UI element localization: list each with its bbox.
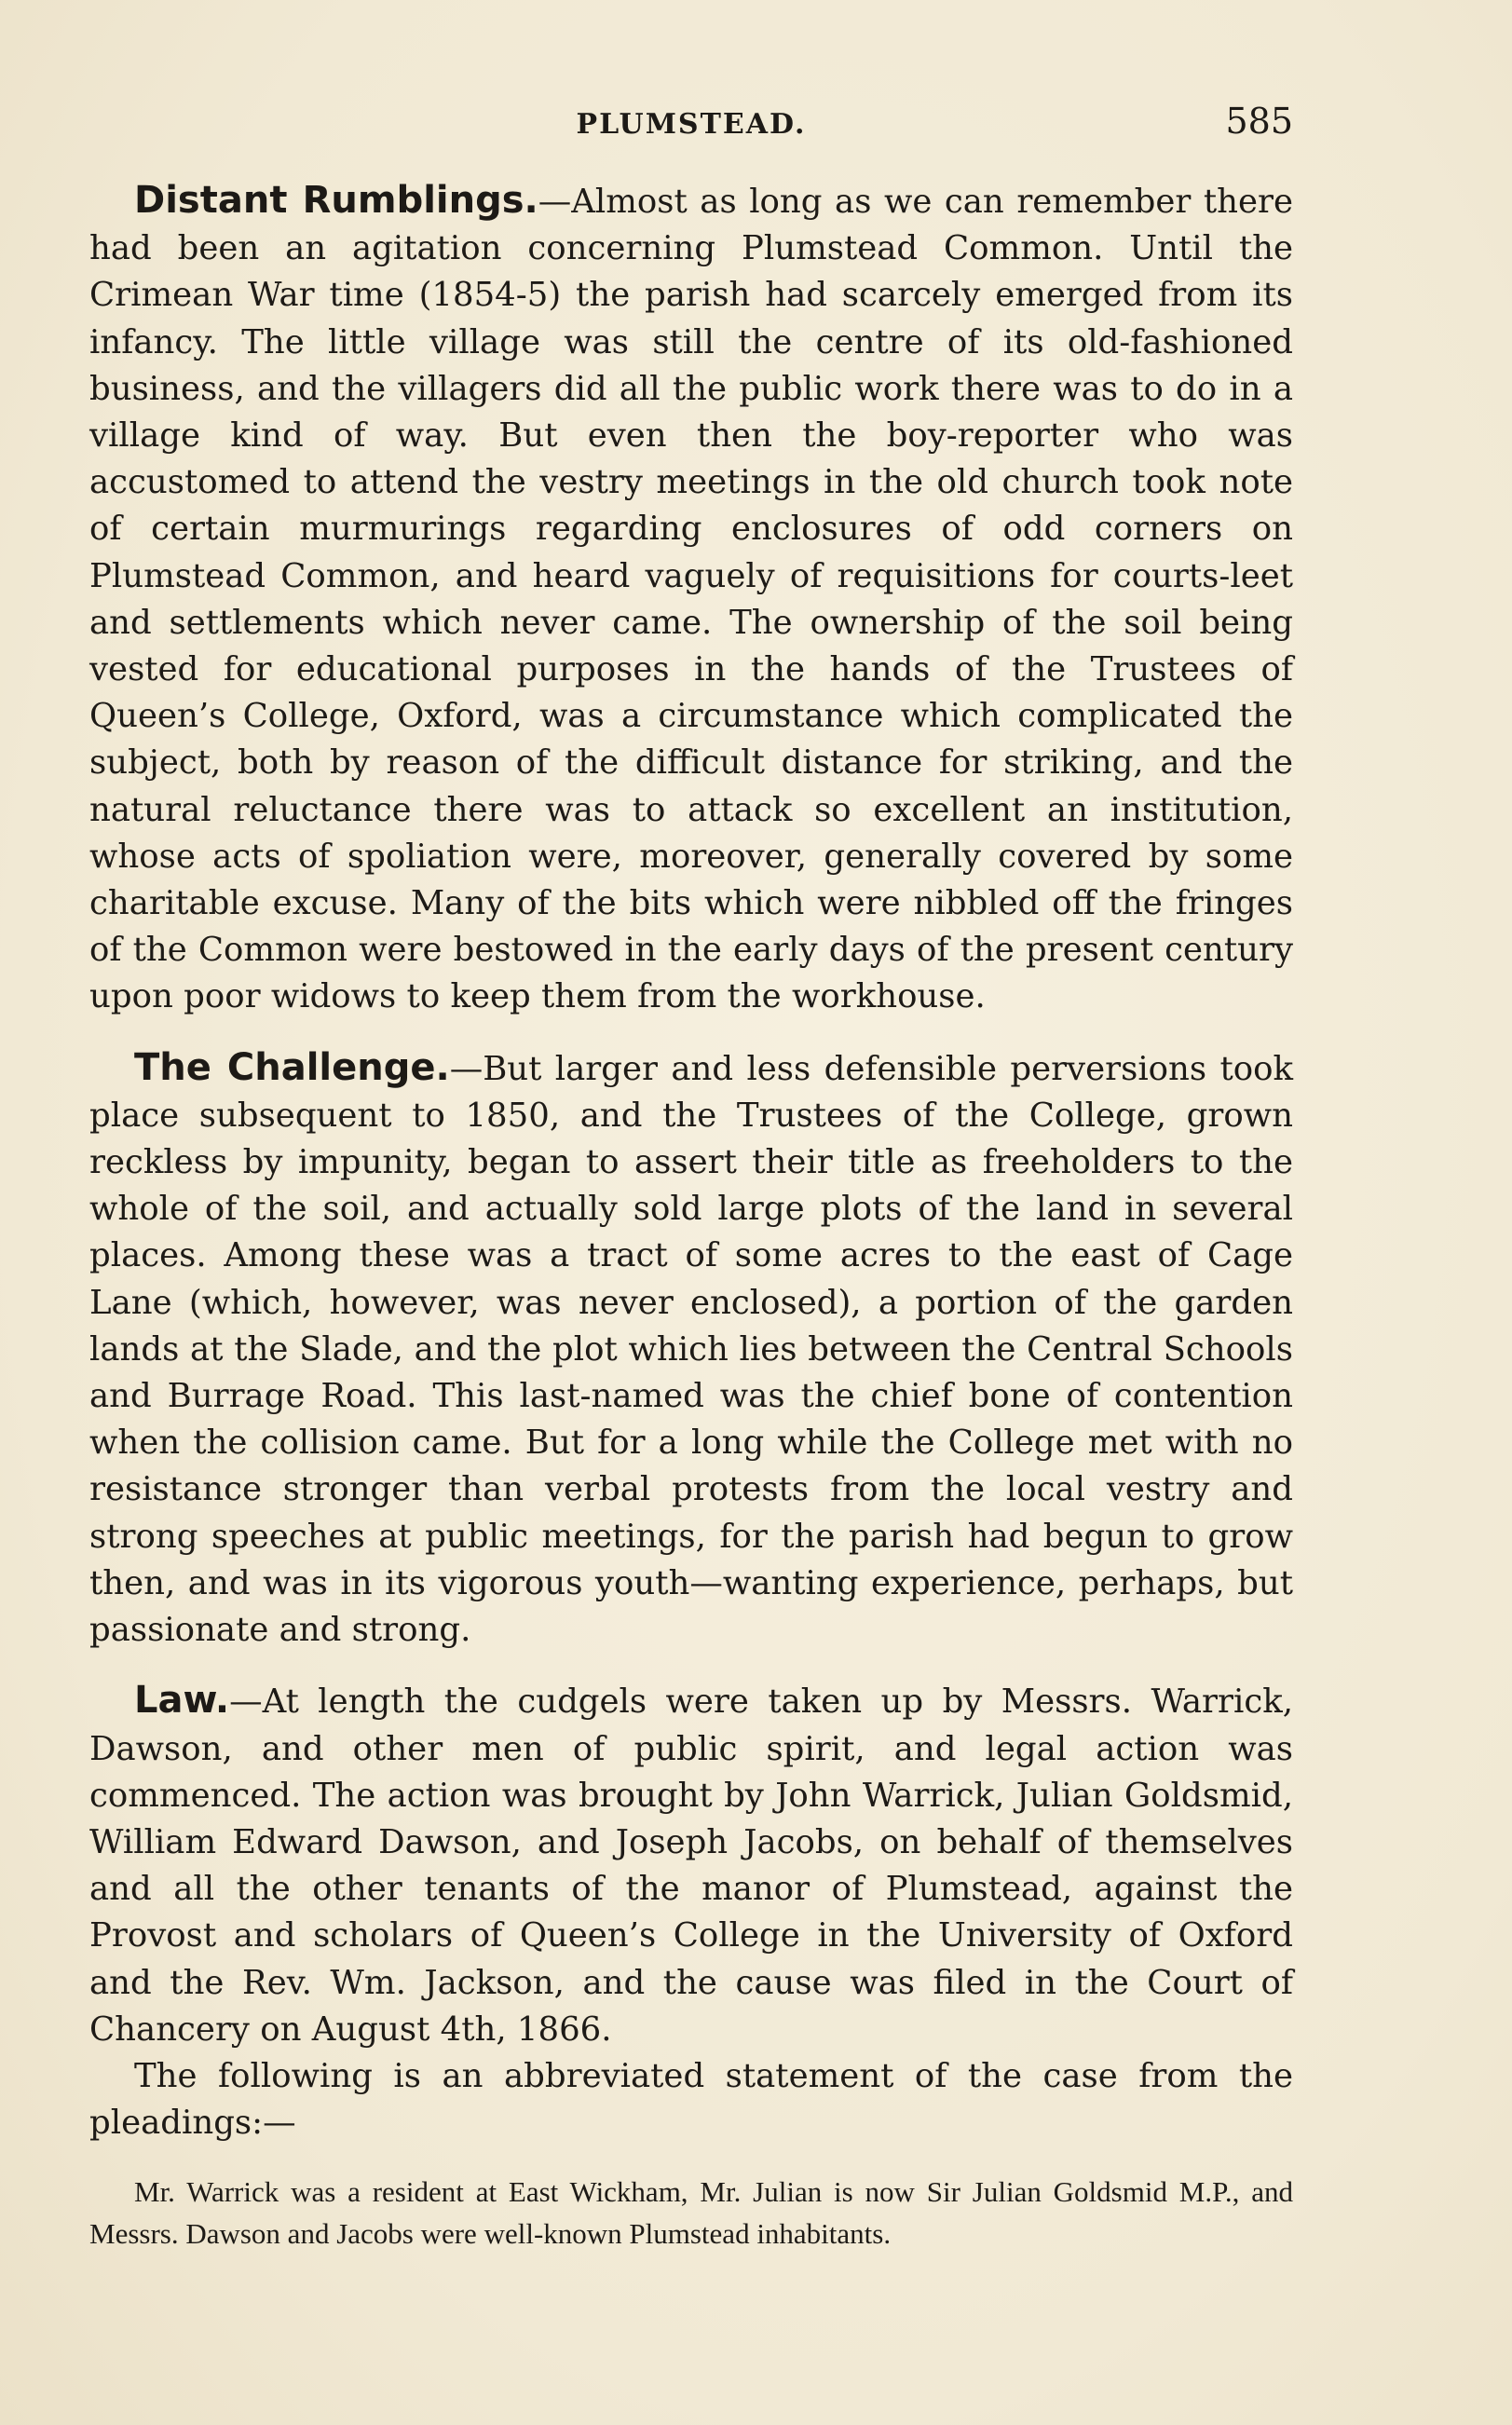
paragraph-following-statement: The following is an abbreviated statement of the case from the pleadings:— xyxy=(89,2056,1293,2143)
section-heading: Law. xyxy=(134,1679,230,1723)
running-head xyxy=(89,101,1293,147)
section-heading: The Challenge. xyxy=(134,1045,450,1089)
footnote: Mr. Warrick was a resident at East Wickham, Mr. Julian is now Sir Julian Goldsmid M.P., and Messrs. Dawson and Jacobs were well-known Plumstead inhabitants. xyxy=(89,2175,1293,2251)
section-heading: Distant Rumblings. xyxy=(134,179,538,222)
body-text xyxy=(89,177,1293,2255)
paragraph-text: —At length the cudgels were taken up by Messrs. Warrick, Dawson, and other men of public spirit, and legal action was commenced. The action was brought by John Warrick, Julian Goldsmid, William Edward Dawson, and Joseph Jacobs, on behalf of themselves and all the other tenants of the manor of Plumstead, against the Provost and scholars of Queen’s College in the University of Oxford and the Rev. Wm. Jackson, and the cause was filed in the Court of Chancery on August 4th, 1866. xyxy=(89,1683,1293,2049)
paragraph-text: —Almost as long as we can remember there had been an agitation concerning Plumstead Common. Until the Crimean War time (1854-5) the parish had scarcely emerged from its infancy. The little village was still the centre of its old-fashioned business, and the villagers did all the public work there was to do in a village kind of way. But even then the boy-reporter who was accustomed to attend the vestry meetings in the old church took note of certain murmurings regarding enclosures of odd corners on Plumstead Common, and heard vaguely of requisitions for courts-leet and settlements which never came. The ownership of the soil being vested for educational purposes in the hands of the Trustees of Queen’s College, Oxford, was a circumstance which complicated the subject, both by reason of the difficult distance for striking, and the natural reluctance there was to attack so excellent an institution, whose acts of spoliation were, moreover, generally covered by some charitable excuse. Many of the bits which were nibbled off the fringes of the Common were bestowed in the early days of the present century upon poor widows to keep them from the workhouse. xyxy=(89,183,1293,1016)
paragraph-text: —But larger and less defensible perversions took place subsequent to 1850, and the Trustees of the College, grown reckless by impunity, began to assert their title as freeholders to the whole of the soil, and actually sold large plots of the land in several places. Among these was a tract of some acres to the east of Cage Lane (which, however, was never enclosed), a portion of the garden lands at the Slade, and the plot which lies between the Central Schools and Burrage Road. This last-named was the chief bone of contention when the collision came. But for a long while the College met with no resistance stronger than verbal protests from the local vestry and strong speeches at public meetings, for the parish had begun to grow then, and was in its vigorous youth—wanting experience, perhaps, but passionate and strong. xyxy=(89,1049,1294,1650)
paragraph-law xyxy=(89,1677,1293,2053)
page-number: 585 xyxy=(1225,101,1293,142)
paragraph-the-challenge xyxy=(89,1044,1293,1655)
paragraph-distant-rumblings xyxy=(89,177,1293,1021)
running-title: PLUMSTEAD. xyxy=(576,108,807,141)
